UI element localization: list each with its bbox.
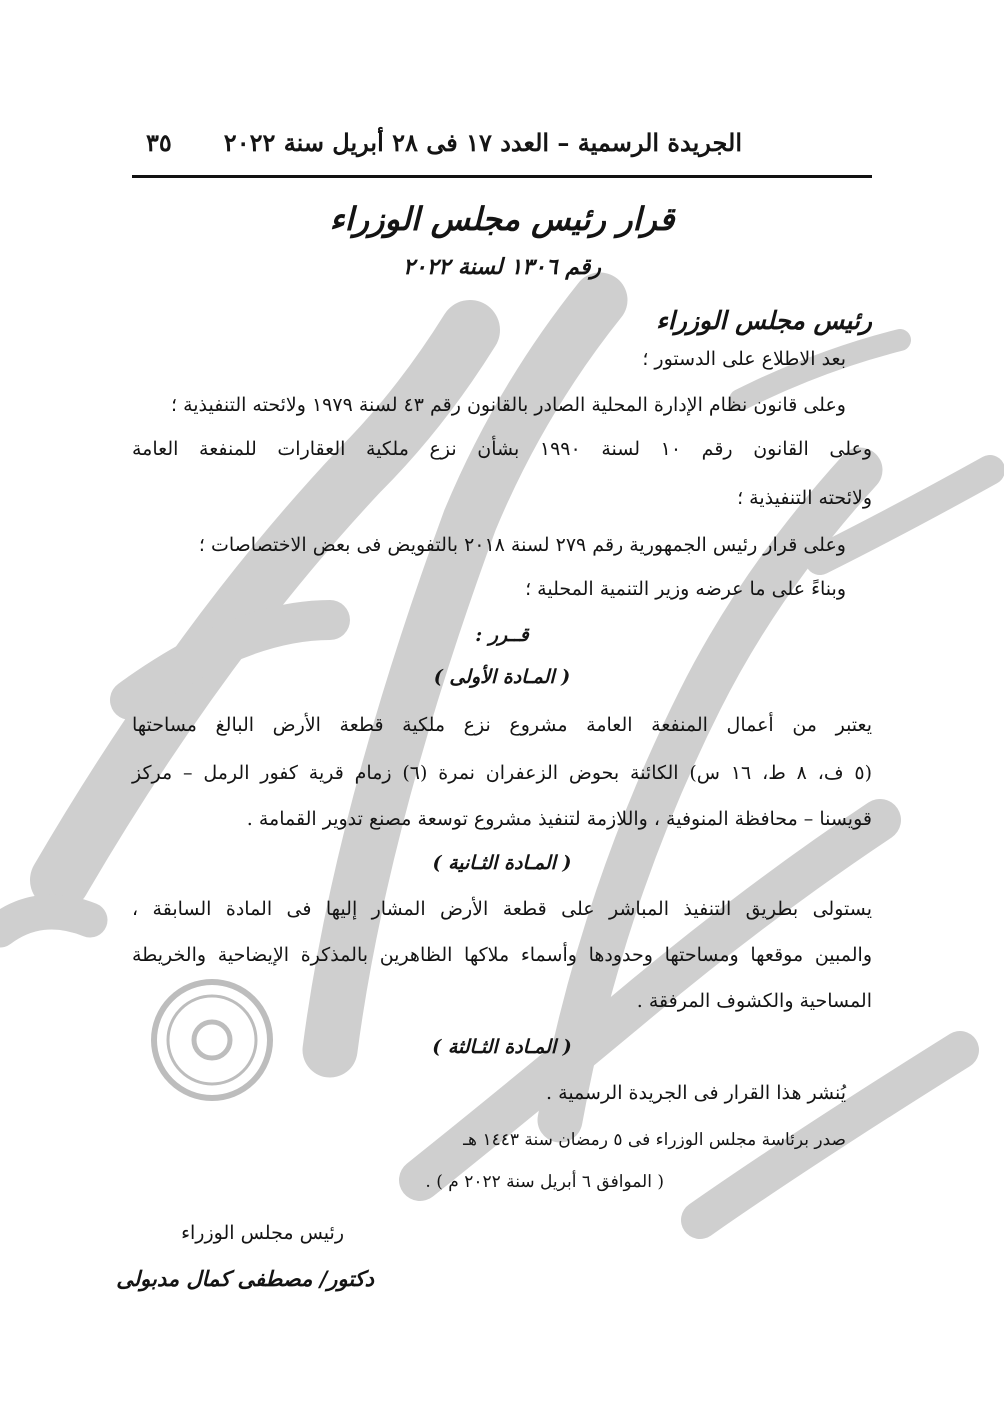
header-title: الجريدة الرسمية – العدد ١٧ فى ٢٨ أبريل سنة ٢٠٢٢ (223, 128, 742, 157)
signature-title: رئيس مجلس الوزراء (181, 1222, 344, 1244)
preamble-line: وعلى قانون نظام الإدارة المحلية الصادر بالقانون رقم ٤٣ لسنة ١٩٧٩ ولائحته التنفيذية ؛ (170, 394, 846, 416)
article-line: والمبين موقعها ومساحتها وحدودها وأسماء ملاكها الظاهرين بالمذكرة الإيضاحية والخريطة (132, 944, 872, 966)
signature-name: دكتور/ مصطفى كمال مدبولى (116, 1266, 374, 1291)
preamble-line: وبناءً على ما عرضه وزير التنمية المحلية ؛ (525, 578, 846, 600)
preamble-line: بعد الاطلاع على الدستور ؛ (642, 348, 846, 370)
article-line: المساحية والكشوف المرفقة . (636, 990, 872, 1012)
article-heading: ( المـادة الأولى ) (433, 666, 571, 688)
header-divider (132, 175, 872, 178)
article-heading: ( المـادة الثـالثة ) (432, 1036, 572, 1058)
issued-date: صدر برئاسة مجلس الوزراء فى ٥ رمضان سنة ١٤٤٣ هـ (463, 1130, 846, 1150)
article-line: يستولى بطريق التنفيذ المباشر على قطعة الأرض المشار إليها فى المادة السابقة ، (132, 898, 872, 920)
page-number: ٣٥ (146, 128, 172, 157)
preamble-line: وعلى القانون رقم ١٠ لسنة ١٩٩٠ بشأن نزع ملكية العقارات للمنفعة العامة (132, 438, 873, 460)
article-line: (٥ ف، ٨ ط، ١٦ س) الكائنة بحوض الزعفران نمرة (٦) زمام قرية كفور الرمل – مركز (132, 762, 872, 784)
issued-date-gregorian: ( الموافق ٦ أبريل سنة ٢٠٢٢ م ) . (425, 1172, 664, 1192)
decree-number: رقم ١٣٠٦ لسنة ٢٠٢٢ (402, 254, 602, 280)
decided-heading: قــرر : (475, 624, 529, 646)
preamble-line: وعلى قرار رئيس الجمهورية رقم ٢٧٩ لسنة ٢٠١٨ بالتفويض فى بعض الاختصاصات ؛ (198, 534, 846, 556)
article-line: قويسنا – محافظة المنوفية ، واللازمة لتنفيذ مشروع توسعة مصنع تدوير القمامة . (246, 808, 872, 830)
article-heading: ( المـادة الثـانية ) (432, 852, 572, 874)
preamble-line: ولائحته التنفيذية ؛ (737, 487, 872, 509)
decree-issuer: رئيس مجلس الوزراء (656, 306, 872, 335)
decree-title: قرار رئيس مجلس الوزراء (329, 200, 675, 238)
article-line: يعتبر من أعمال المنفعة العامة مشروع نزع ملكية قطعة الأرض البالغ مساحتها (132, 714, 872, 736)
article-line: يُنشر هذا القرار فى الجريدة الرسمية . (546, 1082, 846, 1104)
